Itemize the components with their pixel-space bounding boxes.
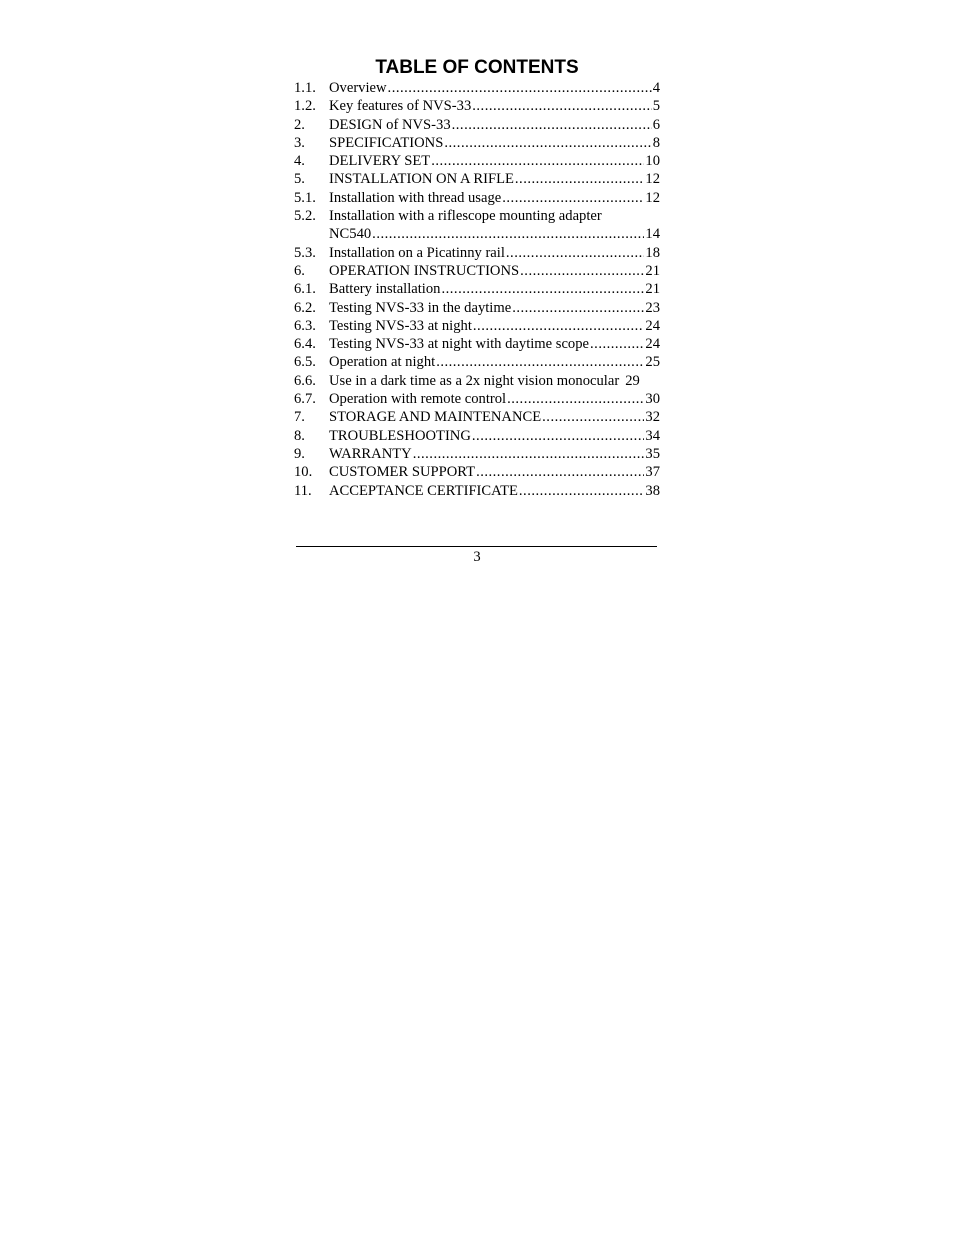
toc-entry-title: TROUBLESHOOTING	[329, 427, 471, 444]
toc-entry[interactable]	[294, 427, 660, 445]
toc-entry-title: WARRANTY	[329, 445, 412, 462]
toc-entry[interactable]	[294, 317, 660, 335]
toc-entry[interactable]	[294, 445, 660, 463]
dot-leader	[472, 427, 645, 445]
footer-divider	[296, 546, 657, 547]
toc-entry-title: SPECIFICATIONS	[329, 134, 444, 151]
dot-leader	[452, 116, 652, 134]
toc-entry-number: 4.	[294, 153, 305, 170]
toc-entry-number: 1.2.	[294, 98, 316, 115]
toc-entry-number: 6.	[294, 262, 305, 279]
toc-entry-title-continued: NC540	[329, 226, 372, 243]
toc-entry-page: 6	[652, 116, 660, 133]
toc-entry[interactable]	[294, 463, 660, 481]
toc-entry[interactable]	[294, 170, 660, 188]
toc-entry-number: 5.3.	[294, 244, 316, 261]
toc-entry-title: CUSTOMER SUPPORT	[329, 464, 476, 481]
toc-entry[interactable]	[294, 372, 660, 390]
toc-entry-number: 5.1.	[294, 189, 316, 206]
toc-entry-page: 24	[645, 336, 660, 353]
toc-entry-page: 23	[645, 299, 660, 316]
dot-leader	[372, 225, 644, 243]
toc-entry-page: 18	[645, 244, 660, 261]
toc-entry[interactable]	[294, 262, 660, 280]
toc-entry-number: 6.6.	[294, 372, 316, 389]
dot-leader	[506, 244, 645, 262]
toc-entry-number: 8.	[294, 427, 305, 444]
toc-entry-title: Key features of NVS-33	[329, 98, 472, 115]
page-title: TABLE OF CONTENTS	[375, 57, 579, 78]
toc-entry-number: 6.4.	[294, 336, 316, 353]
toc-entry-page: 30	[645, 391, 660, 408]
toc-entry-title: STORAGE AND MAINTENANCE	[329, 409, 542, 426]
dot-leader	[472, 97, 651, 115]
toc-entry-number: 1.1.	[294, 80, 316, 96]
toc-entry[interactable]	[294, 244, 660, 262]
toc-entry-page: 14	[645, 226, 660, 243]
toc-entry[interactable]	[294, 299, 660, 317]
toc-entry-number: 2.	[294, 116, 305, 133]
toc-entry-number: 10.	[294, 464, 313, 481]
toc-entry-title: DELIVERY SET	[329, 153, 431, 170]
dot-leader	[507, 390, 644, 408]
toc-entry-title: Testing NVS-33 in the daytime	[329, 299, 512, 316]
toc-entry[interactable]	[294, 353, 660, 371]
toc-entry-page: 12	[645, 171, 660, 188]
toc-entry-page: 12	[645, 189, 660, 206]
toc-entry-title: INSTALLATION ON A RIFLE	[329, 171, 514, 188]
page-number: 3	[473, 549, 481, 565]
toc-entry-number: 5.2.	[294, 208, 316, 225]
toc-entry[interactable]	[294, 97, 660, 115]
toc-entry[interactable]	[294, 116, 660, 134]
dot-leader	[520, 262, 644, 280]
toc-entry[interactable]	[294, 390, 660, 408]
toc-entry-title: Installation with thread usage	[329, 189, 502, 206]
dot-leader	[441, 280, 644, 298]
toc-entry[interactable]	[294, 79, 660, 97]
toc-entry-title: OPERATION INSTRUCTIONS	[329, 262, 520, 279]
toc-entry-title: Overview	[329, 80, 387, 96]
toc-entry-number: 6.5.	[294, 354, 316, 371]
toc-entry-number: 6.1.	[294, 281, 316, 298]
dot-leader	[515, 170, 645, 188]
toc-entry[interactable]	[294, 280, 660, 298]
toc-entry-number: 5.	[294, 171, 305, 188]
toc-entry[interactable]	[294, 189, 660, 207]
toc-entry-page: 34	[645, 427, 660, 444]
toc-entry-page: 24	[645, 317, 660, 334]
toc-entry-page: 21	[645, 262, 660, 279]
dot-leader	[519, 482, 645, 500]
dot-leader	[473, 317, 645, 335]
dot-leader	[388, 79, 652, 97]
toc-entry-title: Testing NVS-33 at night	[329, 317, 472, 334]
toc-entry-page: 8	[652, 134, 660, 151]
dot-leader	[436, 353, 644, 371]
toc-entry-number: 6.7.	[294, 391, 316, 408]
dot-leader	[512, 299, 644, 317]
dot-leader	[502, 189, 644, 207]
dot-leader	[590, 335, 644, 353]
toc-entry-number: 7.	[294, 409, 305, 426]
toc-entry-title: Battery installation	[329, 281, 441, 298]
dot-leader	[542, 408, 644, 426]
toc-entry[interactable]	[294, 335, 660, 353]
toc-entry-title: Operation at night	[329, 354, 436, 371]
toc-entry[interactable]	[294, 152, 660, 170]
toc-entry-number: 9.	[294, 445, 305, 462]
toc-entry-page: 35	[645, 445, 660, 462]
table-of-contents	[294, 79, 660, 500]
toc-entry-number: 6.3.	[294, 317, 316, 334]
toc-entry[interactable]	[294, 482, 660, 500]
toc-entry[interactable]	[294, 408, 660, 426]
dot-leader	[444, 134, 651, 152]
dot-leader	[431, 152, 644, 170]
toc-entry-page: 37	[645, 464, 660, 481]
toc-entry-title: Use in a dark time as a 2x night vision monocular	[329, 372, 620, 389]
toc-entry-page: 10	[645, 153, 660, 170]
toc-entry-title: DESIGN of NVS-33	[329, 116, 451, 133]
toc-entry[interactable]	[294, 134, 660, 152]
toc-entry-number: 6.2.	[294, 299, 316, 316]
toc-entry-number: 11.	[294, 482, 312, 499]
toc-entry[interactable]	[294, 207, 660, 244]
toc-entry-title: Testing NVS-33 at night with daytime scope	[329, 336, 590, 353]
toc-entry-title: Installation on a Picatinny rail	[329, 244, 505, 261]
toc-entry-title: Installation with a riflescope mounting adapter	[329, 208, 602, 225]
toc-entry-page: 32	[645, 409, 660, 426]
toc-entry-number: 3.	[294, 134, 305, 151]
toc-entry-page: 5	[652, 98, 660, 115]
toc-entry-page: 38	[645, 482, 660, 499]
toc-entry-page: 4	[652, 80, 660, 96]
dot-leader	[476, 463, 644, 481]
toc-entry-title: Operation with remote control	[329, 391, 507, 408]
toc-entry-page: 25	[645, 354, 660, 371]
dot-leader	[413, 445, 645, 463]
toc-entry-title: ACCEPTANCE CERTIFICATE	[329, 482, 518, 499]
toc-entry-page: 29	[625, 372, 640, 389]
toc-entry-page: 21	[645, 281, 660, 298]
